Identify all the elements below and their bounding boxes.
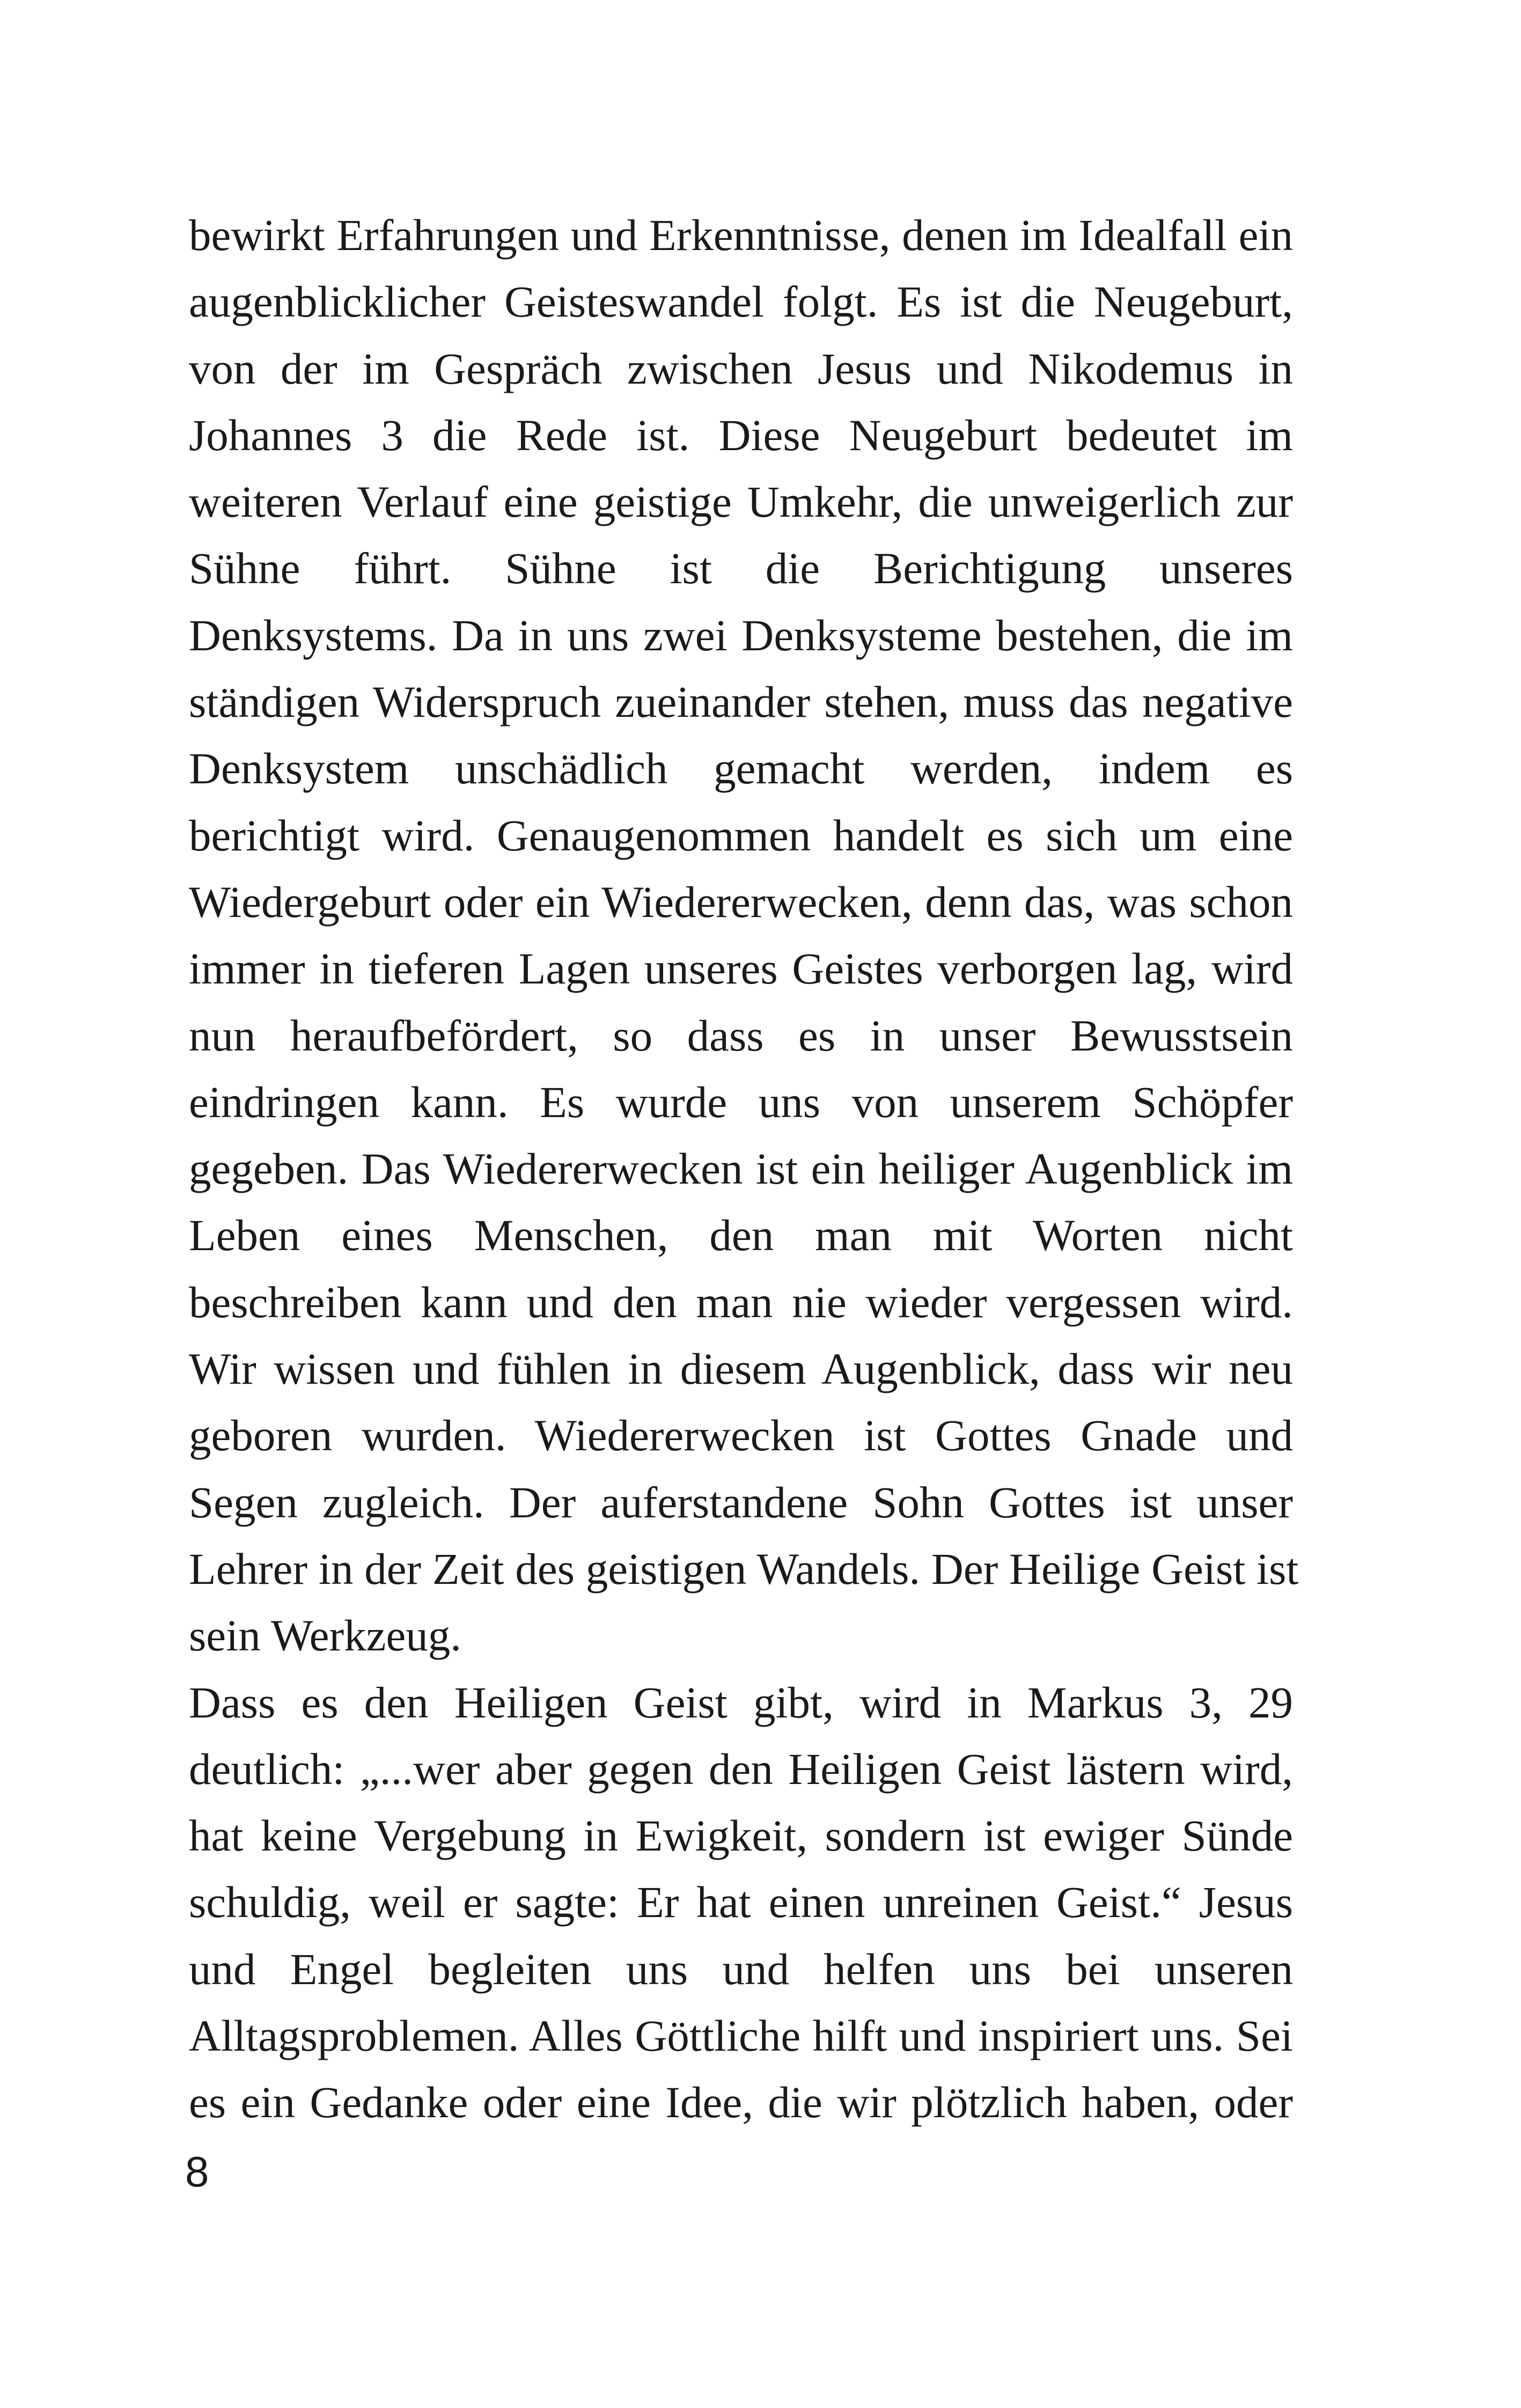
text-line: berichtigt wird. Genaugenommen handelt es sich um eine: [189, 810, 1293, 860]
text-line: es ein Gedanke oder eine Idee, die wir plötzlich haben, oder: [189, 2077, 1293, 2127]
text-line: Sühne führt. Sühne ist die Berichtigung unseres: [189, 544, 1293, 593]
text-line: und Engel begleiten uns und helfen uns bei unseren: [189, 1944, 1293, 1994]
text-line: von der im Gespräch zwischen Jesus und Nikodemus in: [189, 343, 1293, 393]
text-line: augenblicklicher Geisteswandel folgt. Es ist die Neugeburt,: [189, 277, 1293, 327]
page-number: 8: [185, 2148, 209, 2196]
text-line: beschreiben kann und den man nie wieder vergessen wird.: [189, 1277, 1293, 1327]
text-line: Dass es den Heiligen Geist gibt, wird in Markus 3, 29: [189, 1677, 1293, 1727]
text-line: eindringen kann. Es wurde uns von unserem Schöpfer: [189, 1077, 1293, 1127]
text-line: immer in tieferen Lagen unseres Geistes verborgen lag, wird: [189, 944, 1293, 994]
body-text: [189, 202, 1299, 2136]
text-line: Segen zugleich. Der auferstandene Sohn Gottes ist unser: [189, 1477, 1293, 1527]
text-line: Wir wissen und fühlen in diesem Augenblick, dass wir neu: [189, 1344, 1293, 1394]
text-line: schuldig, weil er sagte: Er hat einen unreinen Geist.“ Jesus: [189, 1877, 1293, 1927]
text-line: Wiedergeburt oder ein Wiedererwecken, denn das, was schon: [189, 877, 1293, 927]
text-line: Alltagsproblemen. Alles Göttliche hilft und inspiriert uns. Sei: [189, 2011, 1293, 2061]
text-line: Lehrer in der Zeit des geistigen Wandels. Der Heilige Geist ist: [189, 1544, 1299, 1594]
text-line: ständigen Widerspruch zueinander stehen, muss das negative: [189, 677, 1293, 727]
text-line: Denksystems. Da in uns zwei Denksysteme bestehen, die im: [189, 610, 1293, 660]
text-line: hat keine Vergebung in Ewigkeit, sondern ist ewiger Sünde: [189, 1811, 1293, 1861]
text-line: Leben eines Menschen, den man mit Worten nicht: [189, 1210, 1293, 1260]
text-line: deutlich: „...wer aber gegen den Heiligen Geist lästern wird,: [189, 1744, 1293, 1794]
text-line: Denksystem unschädlich gemacht werden, indem es: [189, 744, 1293, 794]
text-line: bewirkt Erfahrungen und Erkenntnisse, denen im Idealfall ein: [189, 210, 1293, 260]
text-line: gegeben. Das Wiedererwecken ist ein heiliger Augenblick im: [189, 1144, 1293, 1194]
text-line: Johannes 3 die Rede ist. Diese Neugeburt bedeutet im: [189, 410, 1293, 460]
text-line: geboren wurden. Wiedererwecken ist Gottes Gnade und: [189, 1411, 1293, 1460]
text-line: weiteren Verlauf eine geistige Umkehr, die unweigerlich zur: [189, 477, 1293, 527]
text-line: nun heraufbefördert, so dass es in unser Bewusstsein: [189, 1010, 1293, 1060]
text-line: sein Werkzeug.: [189, 1611, 462, 1661]
